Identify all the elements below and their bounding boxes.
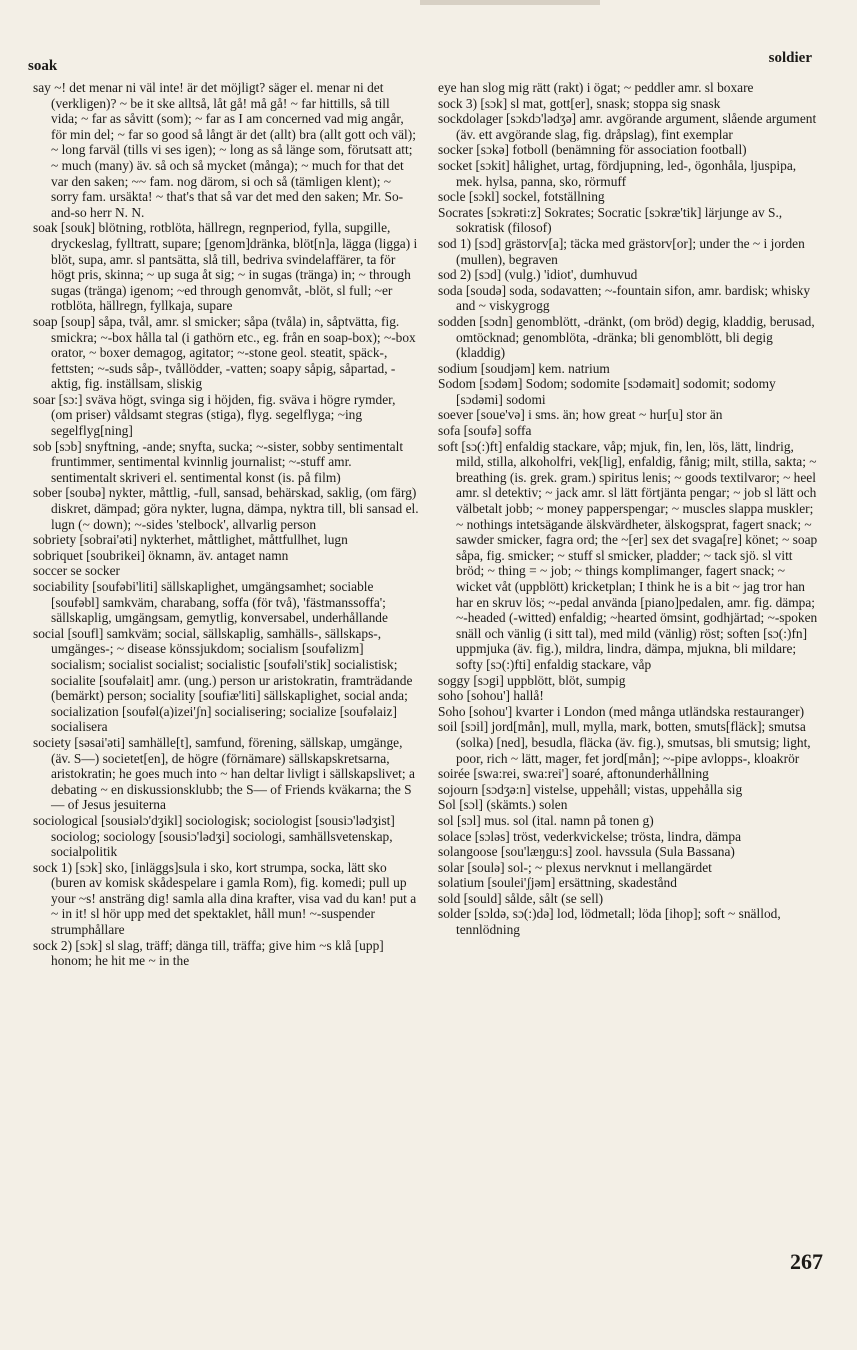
entry: soirée [swa:rei, swa:rei'] soaré, aftonunderhållning bbox=[438, 766, 709, 782]
entry: sockdolager [sɔkdɔ'lədʒə] amr. avgörande argument, slående argument (äv. ett avgörande slag, fig. dråpslag), fint exemplar bbox=[438, 111, 817, 142]
entry: sock 3) [sɔk] sl mat, gott[er], snask; stoppa sig snask bbox=[438, 95, 721, 111]
right-column bbox=[438, 80, 822, 1260]
entry: soil [sɔil] jord[mån], mull, mylla, mark, botten, smuts[fläck]; smutsa (solka) [ned], besudla, fläcka (äv. fig.), smutsas, bli smutsig; light, poor, rich ~ lätt, mager, fet jord[mån]; ~-pipe avlopps-, kloakrör bbox=[438, 719, 811, 766]
entry: Sodom [sɔdəm] Sodom; sodomite [sɔdəmait] sodomit; sodomy [sɔdəmi] sodomi bbox=[438, 376, 776, 407]
entry: socker [sɔkə] fotboll (benämning för association football) bbox=[438, 142, 747, 158]
entry: soho [sohou'] hallå! bbox=[438, 688, 544, 704]
entry: sod 1) [sɔd] grästorv[a]; täcka med grästorv[or]; under the ~ i jorden (mullen), begraven bbox=[438, 235, 805, 267]
entry: social [soufl] samkväm; social, sällskaplig, samhälls-, sällskaps-, umgänges-; ~ disease könssjukdom; socialism [soufəlizm] socialism; socialist socialist; socialistic [soufəli'stik] socialistisk; socialite [soufəlait] amr. (ung.) person ur aristokratin, framträdande (bemärkt) person; sociality [soufiæ'liti] sällskaplighet, social anda; socialization [soufəl(a)izei'ʃn] socialisering; socialize [soufəlaiz] socialisera bbox=[33, 625, 413, 735]
scan-artifact bbox=[420, 0, 600, 5]
entry: solar [soulə] sol-; ~ plexus nervknut i mellangärdet bbox=[438, 859, 712, 875]
entry: sodden [sɔdn] genomblött, -dränkt, (om bröd) degig, kladdig, berusad, omtöcknad; genomblöta, -dränka; bli genomblött, bli degig (kladdig) bbox=[438, 313, 815, 361]
guide-word-right: soldier bbox=[768, 50, 812, 66]
entry: sojourn [sɔdʒə:n] vistelse, uppehåll; vistas, uppehålla sig bbox=[438, 781, 743, 797]
entry: soda [soudə] soda, sodavatten; ~-fountain sifon, amr. bardisk; whisky and ~ viskygrogg bbox=[438, 282, 811, 314]
entry: sock 1) [sɔk] sko, [inläggs]sula i sko, kort strumpa, socka, lätt sko (buren av komisk skådespelare i gamla Rom), fig. komedi; pull up your ~s! ansträng dig! samla alla dina krafter, visa vad du kan! put a ~ in it! sl hör upp med det spektaklet, håll mun! ~-suspender strumphållare bbox=[33, 859, 417, 938]
entry: solangoose [sou'læŋgu:s] zool. havssula (Sula Bassana) bbox=[438, 844, 735, 860]
entry: sodium [soudjəm] kem. natrium bbox=[438, 360, 610, 376]
entry: sob [sɔb] snyftning, -ande; snyfta, sucka; ~-sister, sobby sentimentalt fruntimmer, sentimental kvinnlig journalist; ~-stuff amr. sentimentalt skriveri el. sentimental konst (is. på film) bbox=[33, 438, 404, 485]
entry: socket [sɔkit] hålighet, urtag, fördjupning, led-, ögonhåla, ljuspipa, mek. hylsa, panna, sko, rörmuff bbox=[438, 157, 797, 189]
entry: society [səsai'əti] samhälle[t], samfund, förening, sällskap, umgänge, (äv. S—) societet[en], de högre (förnämare) sällskapskretsarna, aristokratin; he goes much into ~ han deltar livligt i sällskapslivet; a debating ~ en diskussionsklubb; the S— of Friends kväkarna; the S— of Jesus jesuiterna bbox=[33, 734, 415, 813]
entry: sod 2) [sɔd] (vulg.) 'idiot', dumhuvud bbox=[438, 267, 638, 283]
entry: sol [sɔl] mus. sol (ital. namn på tonen g) bbox=[438, 812, 654, 828]
page-number: 267 bbox=[790, 1249, 823, 1274]
entry: soak [souk] blötning, rotblöta, hällregn, regnperiod, fylla, supgille, dryckeslag, fylltratt, supare; [genom]dränka, blöt[n]a, lägga (ligga) i blöt, supa, amr. sl pantsätta, slå till, bedriva svindelaffärer, ta för högt pris, skinna; ~ up suga åt sig; ~ in sugas (tränga) in; ~ through sugas (tränga) igenom; ~ed through genomvåt, -blöt, sl full; ~er rotblöta, hällregn, fyllkaja, supare bbox=[33, 220, 418, 314]
entry: sobriety [sobrai'əti] nykterhet, måttlighet, måttfullhet, lugn bbox=[33, 532, 348, 548]
entry: Socrates [sɔkrəti:z] Sokrates; Socratic [sɔkræ'tik] lärjunge av S., sokratisk (filosof) bbox=[438, 204, 783, 236]
entry: soar [sɔ:] sväva högt, svinga sig i höjden, fig. sväva i högre rymder, (om priser) våldsamt stegras (stiga), flyg. segelflyga; ~ing segelflyg[ning] bbox=[33, 391, 396, 439]
entry: socle [sɔkl] sockel, fotställning bbox=[438, 189, 605, 205]
entry: Soho [sohou'] kvarter i London (med många utländska restauranger) bbox=[438, 703, 805, 719]
entry: solace [sɔləs] tröst, vederkvickelse; trösta, lindra, dämpa bbox=[438, 828, 742, 844]
entry: sobriquet [soubrikei] öknamn, äv. antaget namn bbox=[33, 547, 289, 563]
entry: sociological [sousiəlɔ'dʒikl] sociologisk; sociologist [sousiɔ'lədʒist] sociolog; sociology [sousiɔ'lədʒi] sociologi, samhällsvetenskap, socialpolitik bbox=[33, 812, 395, 860]
left-column bbox=[33, 80, 419, 1260]
entry: soccer se socker bbox=[33, 563, 120, 579]
entry: soft [sɔ(:)ft] enfaldig stackare, våp; mjuk, fin, len, lös, lätt, lindrig, mild, stilla, alkoholfri, vek[lig], enfaldig, fånig; milt, stilla, sakta; ~ breathing (is. grek. gram.) spiritus lenis; ~ goods textilvaror; ~ heel amr. sl detektiv; ~ jack amr. sl lätt förtjänta pengar; ~ job sl lätt och välbetalt jobb; ~ money papperspengar; ~ muscles slappa muskler; ~ nothings intetsägande älskvärdheter, älskogsprat, fagert snack; ~ sawder smicker, fagra ord; the ~[er] sex det svaga[re] könet; ~ soap såpa, fig. smicker; ~ stuff sl smicker, pladder; ~ tack sjö. sl vitt bröd; ~ thing = ~ job; ~ things komplimanger, fagert snack; ~ wicket våt (uppblött) kricketplan; I think he is a bit ~ jag tror han har en skruv lös; ~-pedal använda [piano]pedalen, amr. fig. dämpa; ~-headed (-witted) enfaldig; ~hearted ömsint, godhjärtad; ~-spoken snäll och vänlig (i sitt tal), med mild (vänlig) röst; soften [sɔ(:)fn] uppmjuka (äv. fig.), mildra, lindra, dämpa, mjukna, bli mildare; softy [sɔ(:)fti] enfaldig stackare, våp bbox=[438, 438, 818, 672]
entry: sofa [soufə] soffa bbox=[438, 423, 532, 439]
entry: sober [soubə] nykter, måttlig, -full, sansad, behärskad, saklig, (om färg) diskret, dämpad; göra nykter, lugna, dämpa, nyktra till, bli sansad el. lugn (~ down); ~-sides 'stelbock', allvarlig person bbox=[33, 485, 419, 532]
entry: soap [soup] såpa, tvål, amr. sl smicker; såpa (tvåla) in, såptvätta, fig. smickra; ~-box hålla tal (i gathörn etc., eg. från en soap-box); ~-box orator, ~ boxer demagog, agitator; ~-stone geol. steatit, späck-, fettsten; ~-suds såp-, tvållödder, -vatten; soapy såpig, såpartad, -aktig, fig. inställsam, sliskig bbox=[33, 313, 416, 392]
entry: sold [sould] sålde, sålt (se sell) bbox=[438, 890, 604, 906]
entry: soggy [sɔgi] uppblött, blöt, sumpig bbox=[438, 672, 626, 688]
entry: soever [soue'və] i sms. än; how great ~ hur[u] stor än bbox=[438, 407, 723, 423]
entry: solder [sɔldə, sɔ(:)də] lod, lödmetall; löda [ihop]; soft ~ snällod, tennlödning bbox=[438, 906, 781, 938]
entry: Sol [sɔl] (skämts.) solen bbox=[438, 797, 568, 813]
entry: sociability [soufəbi'liti] sällskaplighet, umgängsamhet; sociable [soufəbl] samkväm, charabang, soffa (för två), 'fästmanssoffa'; sällskaplig, umgängsam, gemytlig, konversabel, underhållande bbox=[33, 579, 388, 626]
guide-word-left: soak bbox=[28, 58, 58, 74]
entry: solatium [soulei'ʃjəm] ersättning, skadestånd bbox=[438, 875, 677, 891]
entry: eye han slog mig rätt (rakt) i ögat; ~ peddler amr. sl boxare bbox=[438, 80, 754, 95]
entry: sock 2) [sɔk] sl slag, träff; dänga till, träffa; give him ~s klå [upp] honom; he hit me ~ in the bbox=[33, 937, 384, 969]
entry: say ~! det menar ni väl inte! är det möjligt? säger el. menar ni det (verkligen)? ~ be it ske alltså, låt gå! må gå! ~ far hittills, så till vida; ~ far as såvitt (som); ~ far as I am concerned vad mig angår, för min del; ~ far so good så långt är det (allt) bra (allt gott och väl); ~ long farväl (tills vi ses igen); ~ long as så länge som, förutsatt att; ~ much (many) äv. så och så mycket (många); ~ much for that det var den saken; ~~ fam. nog därom, si och så (tämligen klent); ~ sorry fam. ursäkta! ~ that's that så var det med den saken; Mr. So-and-so herr N. N. bbox=[33, 80, 416, 220]
